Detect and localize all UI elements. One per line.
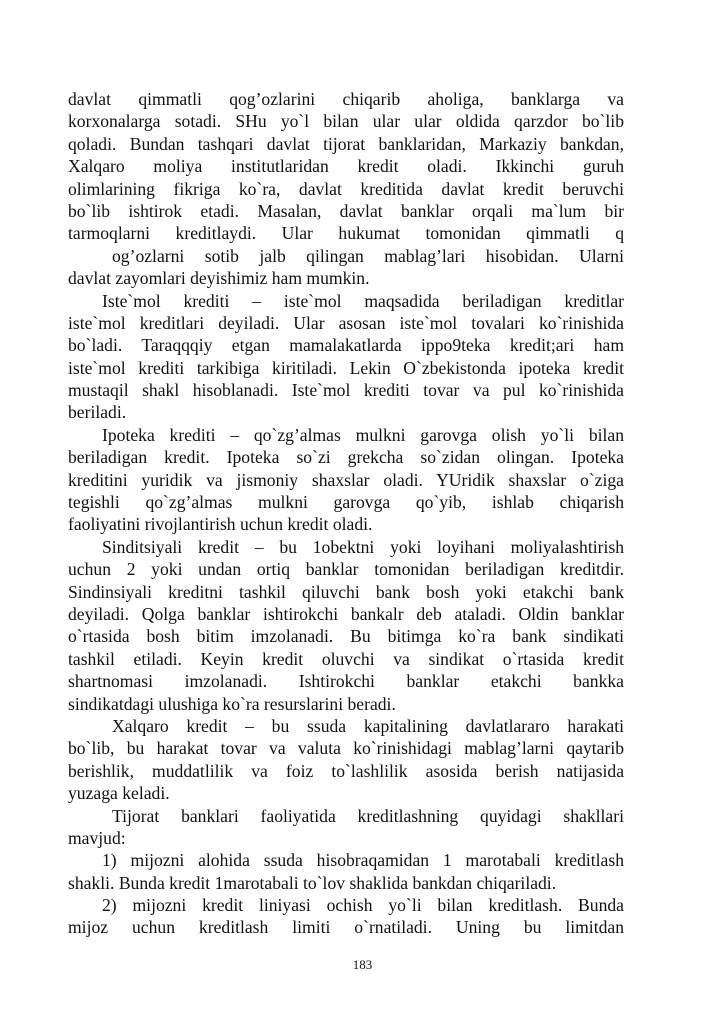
text-line: o`rtasida bosh bitim imzolanadi. Bu bitimga ko`ra bank sindikati [68,626,624,647]
text-line: Tijorat banklari faoliyatida kreditlashning quyidagi shakllari [112,805,624,826]
text-line: 2) mijozni kredit liniyasi ochish yo`li bilan kreditlash. Bunda [102,895,624,916]
text-line: mustaqil shakl hisoblanadi. Iste`mol krediti tovar va pul ko`rinishida [68,380,624,401]
text-line: deyiladi. Qolga banklar ishtirokchi bankalr deb ataladi. Oldin banklar [68,603,624,624]
text-line: bo`lib, bu harakat tovar va valuta ko`rinishidagi mablag’larni qaytarib [68,738,624,759]
text-line: kreditini yuridik va jismoniy shaxslar oladi. YUridik shaxslar o`ziga [68,469,624,490]
text-line: yuzaga keladi. [68,783,170,804]
text-line: Ipoteka krediti – qo`zg’almas mulkni garovga olish yo`li bilan [102,424,624,445]
text-line: mavjud: [68,827,126,848]
text-line: uchun 2 yoki undan ortiq banklar tomonidan beriladigan kreditdir. [68,559,624,580]
text-line: Xalqaro kredit – bu ssuda kapitalining davlatlararo harakati [112,715,624,736]
page-body [68,88,624,939]
text-line: Sindinsiyali kreditni tashkil qiluvchi bank bosh yoki etakchi bank [68,581,624,602]
text-line: qoladi. Bundan tashqari davlat tijorat banklaridan, Markaziy bankdan, [68,133,624,154]
text-line: shakli. Bunda kredit 1marotabali to`lov shaklida bankdan chiqariladi. [68,872,557,893]
text-line: Xalqaro moliya institutlaridan kredit oladi. Ikkinchi guruh [68,156,624,177]
text-line: tarmoqlarni kreditlaydi. Ular hukumat tomonidan qimmatli q [68,223,624,244]
text-line: davlat qimmatli qog’ozlarini chiqarib aholiga, banklarga va [68,89,624,109]
text-line: berishlik, muddatlilik va foiz to`lashlilik asosida berish natijasida [68,760,624,781]
text-line: tegishli qo`zg’almas mulkni garovga qo`yib, ishlab chiqarish [68,492,624,513]
text-line: iste`mol krediti tarkibiga kiritiladi. Lekin O`zbekistonda ipoteka kredit [68,357,624,378]
text-line: sindikatdagi ulushiga ko`ra resurslarini beradi. [68,693,396,714]
text-line: olimlarining fikriga ko`ra, davlat kreditida davlat kredit beruvchi [68,178,624,199]
text-line: Iste`mol krediti – iste`mol maqsadida beriladigan kreditlar [102,290,624,311]
text-line: shartnomasi imzolanadi. Ishtirokchi banklar etakchi bankka [68,671,624,692]
text-line: davlat zayomlari deyishimiz ham mumkin. [68,268,370,289]
text-line: og’ozlarni sotib jalb qilingan mablag’lari hisobidan. Ularni [112,245,624,266]
text-line: beriladi. [68,402,127,423]
text-line: 1) mijozni alohida ssuda hisobraqamidan 1 marotabali kreditlash [102,850,624,871]
text-line: beriladigan kredit. Ipoteka so`zi grekcha so`zidan olingan. Ipoteka [68,447,624,468]
text-line: korxonalarga sotadi. SHu yo`l bilan ular ular oldida qarzdor bo`lib [68,111,624,132]
text-line: bo`lib ishtirok etadi. Masalan, davlat banklar orqali ma`lum bir [68,200,624,221]
page-number: 183 [352,957,373,972]
text-line: bo`ladi. Taraqqqiy etgan mamalakatlarda ippo9teka kredit;ari ham [68,335,624,356]
text-line: Sinditsiyali kredit – bu 1obektni yoki loyihani moliyalashtirish [102,536,624,557]
text-line: faoliyatini rivojlantirish uchun kredit oladi. [68,514,373,535]
text-line: tashkil etiladi. Keyin kredit oluvchi va sindikat o`rtasida kredit [68,648,624,669]
text-line: mijoz uchun kreditlash limiti o`rnatiladi. Uning bu limitdan [68,917,624,938]
text-line: iste`mol kreditlari deyiladi. Ular asosan iste`mol tovalari ko`rinishida [68,312,624,333]
